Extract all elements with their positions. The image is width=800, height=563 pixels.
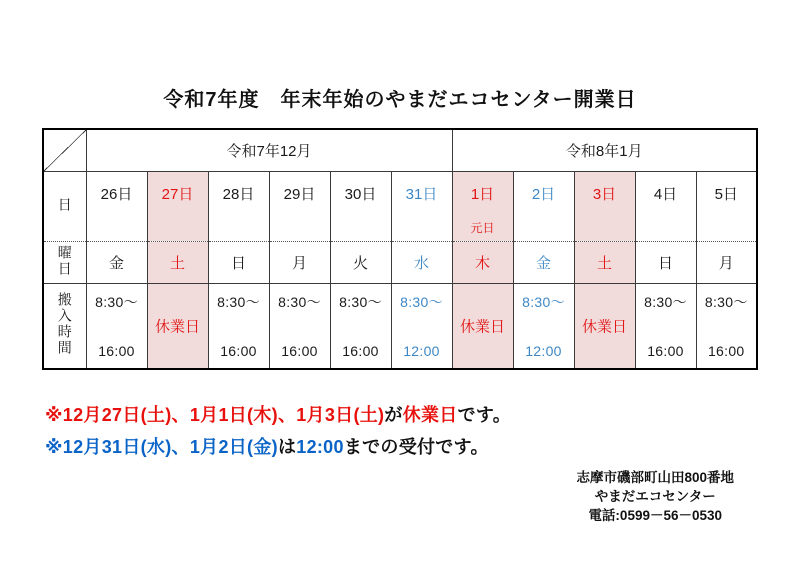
row-label-hours-text: 搬入時間: [56, 292, 73, 357]
footer-address: 志摩市磯部町山田800番地: [576, 470, 734, 485]
opening-days-table: [42, 128, 758, 370]
date-row: [43, 171, 757, 241]
hours-cell-jan5: 8:30～ 16:00: [696, 283, 757, 369]
date-cell-jan5: 5日: [696, 171, 757, 241]
hours-cell-dec28: 8:30～ 16:00: [208, 283, 269, 369]
table-header-row: [43, 129, 757, 171]
date-cell-jan4: 4日: [635, 171, 696, 241]
weekday-cell-dec29: 月: [269, 241, 330, 283]
hours-cell-jan2: 8:30～ 12:00: [513, 283, 574, 369]
weekday-cell-dec26: 金: [86, 241, 147, 283]
footer-phone: 電話:0599－56－0530: [588, 508, 723, 523]
weekday-cell-jan1: 木: [452, 241, 513, 283]
note1-segment-particle: が: [384, 405, 403, 425]
date-cell-jan2: 2日: [513, 171, 574, 241]
hours-cell-jan3: 休業日: [574, 283, 635, 369]
month-header-january: 令和8年1月: [452, 129, 757, 171]
date-cell-jan3: 3日: [574, 171, 635, 241]
date-cell-jan1: 1日 元日: [452, 171, 513, 241]
note1-segment-dates: ※12月27日(土)、1月1日(木)、1月3日(土): [45, 405, 385, 425]
corner-diagonal-cell: [43, 129, 86, 171]
hours-cell-dec26: 8:30～ 16:00: [86, 283, 147, 369]
row-label-date: [43, 171, 86, 241]
footer-contact-block: [576, 468, 734, 525]
note2-segment-time: 12:00: [296, 437, 344, 457]
note2-segment-end: までの受付です。: [343, 437, 489, 457]
hours-cell-dec30: 8:30～ 16:00: [330, 283, 391, 369]
hours-cell-dec27: 休業日: [147, 283, 208, 369]
note1-segment-end: です。: [457, 405, 512, 425]
weekday-cell-dec30: 火: [330, 241, 391, 283]
page-title: 令和7年度 年末年始のやまだエコセンター開業日: [163, 89, 637, 111]
note1-segment-closed-word: 休業日: [402, 405, 458, 425]
note2-segment-particle: は: [277, 437, 297, 457]
row-label-weekday: [43, 241, 86, 283]
weekday-cell-jan2: 金: [513, 241, 574, 283]
date-cell-dec29: 29日: [269, 171, 330, 241]
footer-center-name: やまだエコセンター: [594, 489, 716, 504]
row-label-hours: [43, 283, 86, 369]
hours-cell-dec31: 8:30～ 12:00: [391, 283, 452, 369]
date-cell-dec30: 30日: [330, 171, 391, 241]
weekday-cell-dec27: 土: [147, 241, 208, 283]
month-header-december: 令和7年12月: [86, 129, 452, 171]
date-cell-dec31: 31日: [391, 171, 452, 241]
date-cell-dec28: 28日: [208, 171, 269, 241]
weekday-cell-jan4: 日: [635, 241, 696, 283]
date-cell-dec26: 26日: [86, 171, 147, 241]
hours-cell-jan1: 休業日: [452, 283, 513, 369]
row-label-date-text: 日: [56, 196, 73, 213]
note-short-hours: [45, 433, 511, 465]
note2-segment-dates: ※12月31日(水)、1月2日(金): [45, 437, 278, 457]
weekday-cell-dec28: 日: [208, 241, 269, 283]
weekday-cell-dec31: 水: [391, 241, 452, 283]
hours-cell-jan4: 8:30～ 16:00: [635, 283, 696, 369]
row-label-weekday-text: 曜日: [56, 244, 73, 277]
weekday-row: [43, 241, 757, 283]
weekday-cell-jan5: 月: [696, 241, 757, 283]
notes: [45, 401, 511, 465]
hours-cell-dec29: 8:30～ 16:00: [269, 283, 330, 369]
date-cell-dec27: 27日: [147, 171, 208, 241]
hours-row: [43, 283, 757, 369]
note-closed-days: [45, 401, 511, 433]
weekday-cell-jan3: 土: [574, 241, 635, 283]
